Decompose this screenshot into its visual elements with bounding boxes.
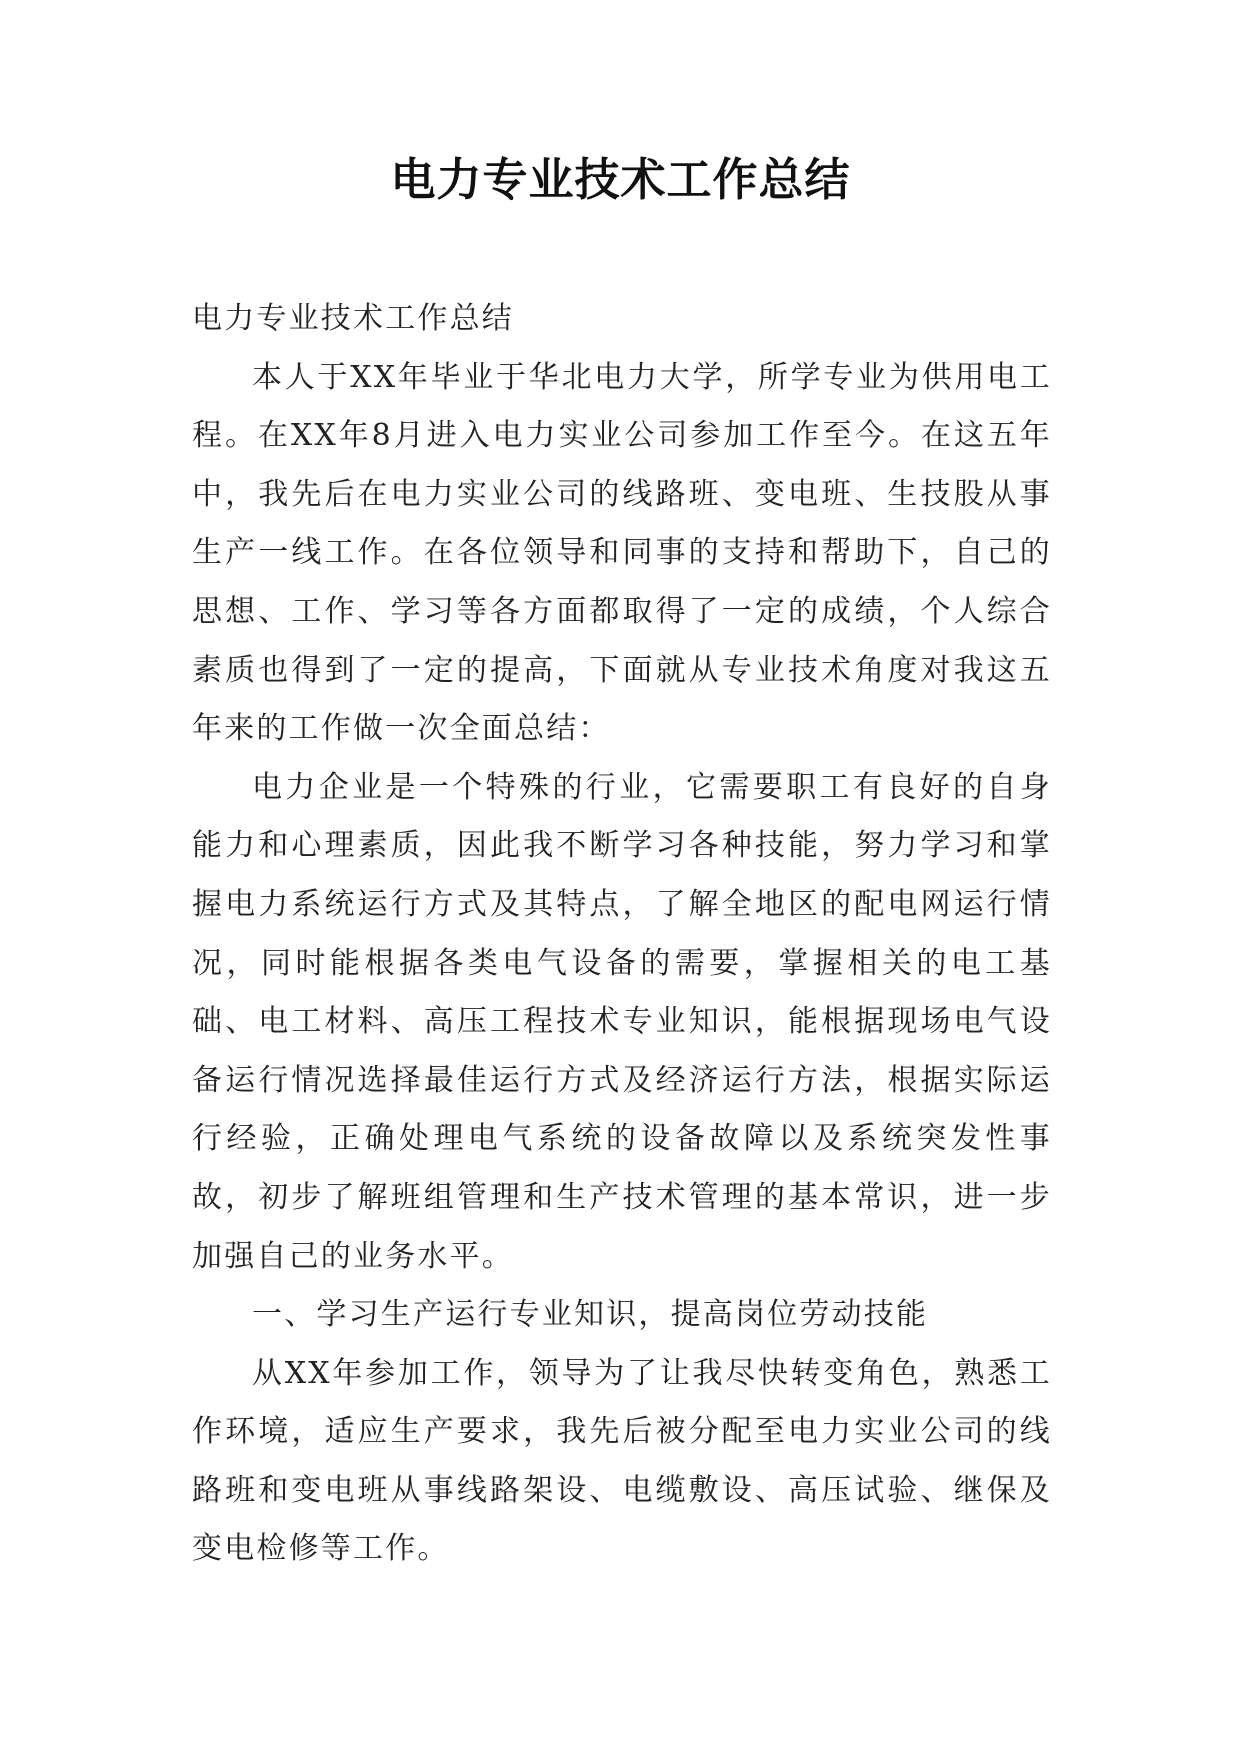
paragraph-section-one: 从XX年参加工作，领导为了让我尽快转变角色，熟悉工作环境，适应生产要求，我先后被分配至电力实业公司的线路班和变电班从事线路架设、电缆敷设、高压试验、继保及变电检修等工作。 bbox=[192, 1355, 1052, 1567]
paragraph-industry: 电力企业是一个特殊的行业，它需要职工有良好的自身能力和心理素质，因此我不断学习各种技能，努力学习和掌握电力系统运行方式及其特点，了解全地区的配电网运行情况，同时能根据各类电气设备的需要，掌握相关的电工基础、电工材料、高压工程技术专业知识，能根据现场电气设备运行情况选择最佳运行方式及经济运行方法，根据实际运行经验，正确处理电气系统的设备故障以及系统突发性事故，初步了解班组管理和生产技术管理的基本常识，进一步加强自己的业务水平。 bbox=[192, 769, 1052, 1274]
document-title: 电力专业技术工作总结 bbox=[390, 153, 851, 206]
body-subtitle: 电力专业技术工作总结 bbox=[192, 301, 514, 336]
document-body bbox=[192, 290, 1052, 1579]
paragraph-introduction: 本人于XX年毕业于华北电力大学，所学专业为供用电工程。在XX年8月进入电力实业公司参加工作至今。在这五年中，我先后在电力实业公司的线路班、变电班、生技股从事生产一线工作。在各位领导和同事的支持和帮助下，自己的思想、工作、学习等各方面都取得了一定的成绩，个人综合素质也得到了一定的提高，下面就从专业技术角度对我这五年来的工作做一次全面总结： bbox=[192, 359, 1052, 747]
section-heading-one: 一、学习生产运行专业知识，提高岗位劳动技能 bbox=[252, 1297, 929, 1333]
